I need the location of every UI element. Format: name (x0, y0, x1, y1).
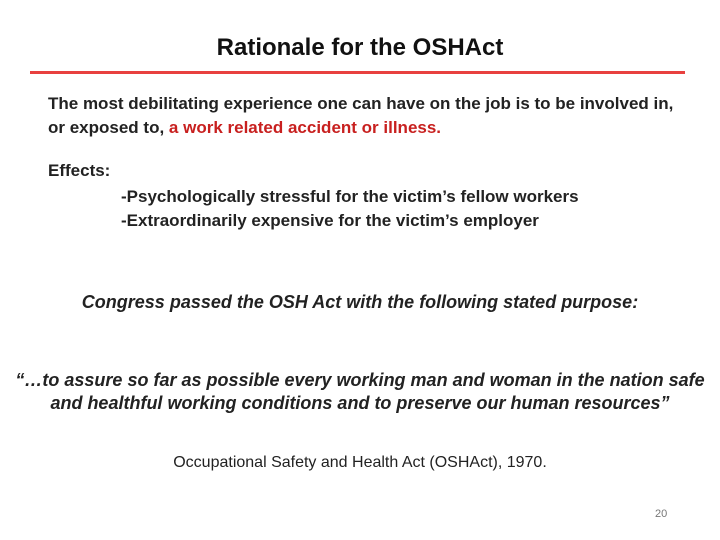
congress-statement: Congress passed the OSH Act with the following stated purpose: (81, 292, 639, 312)
effects-label: Effects: (48, 161, 111, 180)
citation: Occupational Safety and Health Act (OSHAct), 1970. (173, 454, 547, 471)
intro-text: The most debilitating experience one can have on the job is to be involved in, or exposed to, (48, 94, 674, 137)
effects-item: -Extraordinarily expensive for the victim’s employer (121, 211, 539, 230)
effects-list (121, 185, 701, 233)
page-number: 20 (655, 508, 668, 520)
intro-paragraph (48, 92, 688, 140)
intro-highlight: a work related accident or illness. (168, 118, 442, 137)
slide-title: Rationale for the OSHAct (216, 34, 504, 61)
effects-item: -Psychologically stressful for the victim’s fellow workers (121, 187, 579, 206)
purpose-quote: “…to assure so far as possible every working man and woman in the nation safe and healthful working conditions and to preserve our human resources” (15, 370, 705, 413)
title-divider (30, 71, 685, 74)
